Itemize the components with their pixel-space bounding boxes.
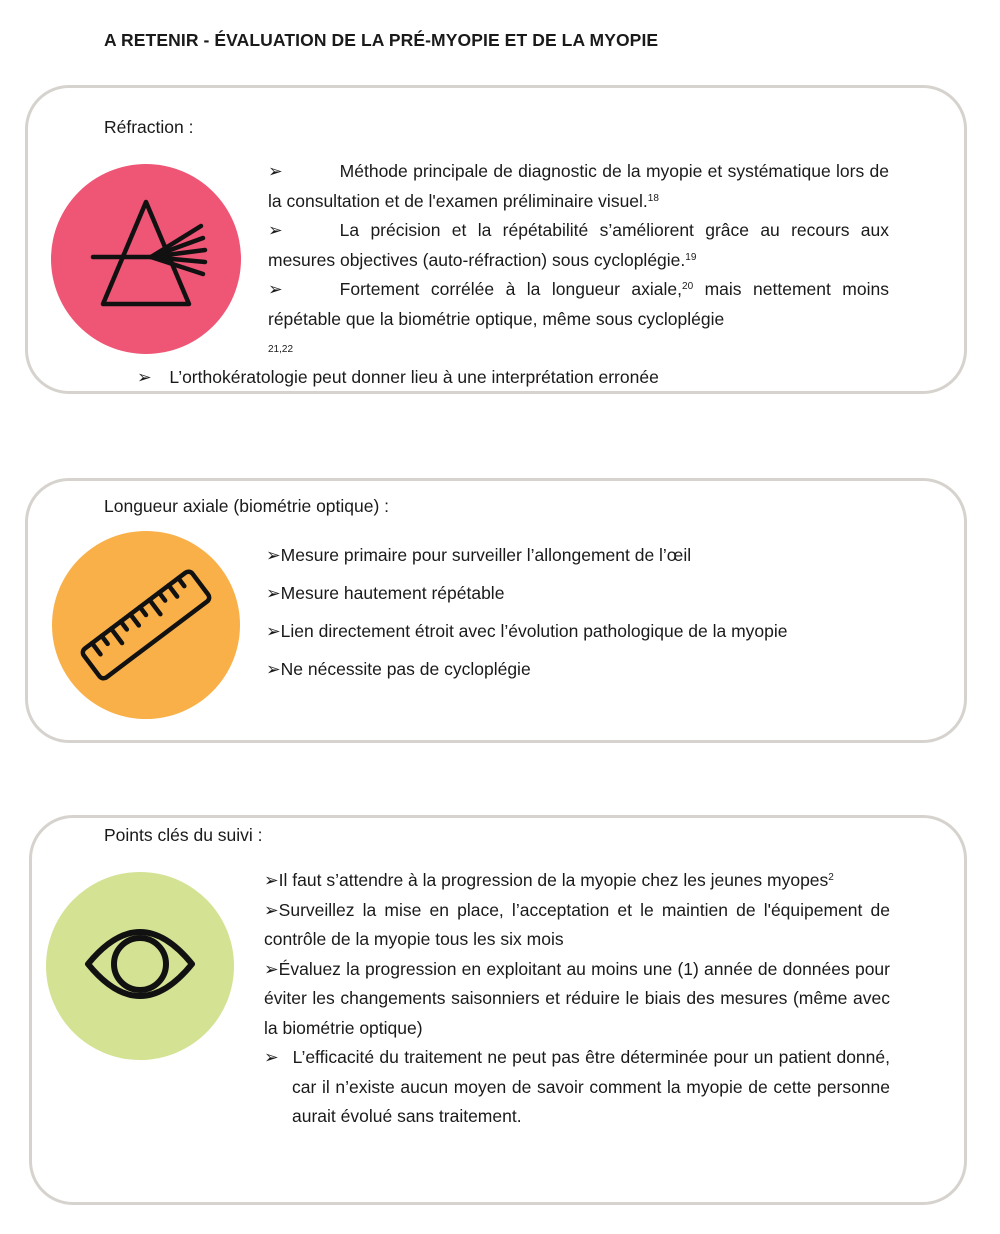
- axial-circle: [52, 531, 240, 719]
- list-item-text: Lien directement étroit avec l’évolution pathologique de la myopie: [280, 621, 788, 641]
- list-item-text: L’efficacité du traitement ne peut pas être déterminée pour un patient donné, car il n’existe aucun moyen de savoir comment la myopie de cette personne aurait évolué sans traitement.: [292, 1047, 890, 1126]
- followup-list: [264, 866, 890, 1132]
- list-item-text: La précision et la répétabilité s’améliorent grâce au recours aux mesures objectives (auto-réfraction) sous cycloplégie.: [268, 220, 889, 270]
- bullet-arrow-icon: ➢: [264, 958, 279, 979]
- bullet-arrow-icon: ➢: [268, 161, 283, 181]
- list-item-text: Il faut s’attendre à la progression de la myopie chez les jeunes myopes: [278, 870, 829, 890]
- list-item: [268, 157, 889, 216]
- list-item-text: Ne nécessite pas de cycloplégie: [280, 659, 531, 679]
- list-item: [266, 536, 926, 574]
- bullet-arrow-icon: ➢: [268, 279, 283, 299]
- list-item-text: Méthode principale de diagnostic de la myopie et systématique lors de la consultation et de l'examen préliminaire visuel.: [268, 161, 889, 211]
- bullet-arrow-icon: ➢: [266, 583, 281, 603]
- list-item-text: Mesure hautement répétable: [280, 583, 505, 603]
- reference-number: 21,22: [268, 344, 294, 355]
- list-item: [264, 955, 890, 1044]
- eye-icon: [46, 872, 234, 1060]
- reference-number: 2: [828, 872, 834, 883]
- refraction-label: Réfraction :: [104, 117, 194, 137]
- refraction-list: [268, 157, 889, 334]
- bullet-arrow-icon: ➢: [268, 220, 283, 240]
- axial-label: Longueur axiale (biométrie optique) :: [104, 496, 390, 516]
- axial-list: [266, 536, 926, 688]
- list-item-text: L’orthokératologie peut donner lieu à une interprétation erronée: [169, 367, 659, 387]
- list-item-text: mais nettement moins répétable que la biométrie optique, même sous cycloplégie: [268, 279, 889, 329]
- reference-number: 18: [647, 192, 659, 204]
- list-item: [268, 275, 889, 334]
- reference-number: 20: [682, 281, 694, 292]
- bullet-arrow-icon: ➢: [264, 870, 279, 890]
- refraction-outside-item: [137, 363, 937, 393]
- bullet-arrow-icon: ➢: [266, 659, 281, 679]
- list-item: [264, 1043, 890, 1132]
- bullet-arrow-icon: ➢: [266, 621, 281, 641]
- list-item-text: Évaluez la progression en exploitant au moins une (1) année de données pour éviter les changements saisonniers et réduire le biais des mesures (même avec la biométrie optique): [264, 958, 890, 1038]
- refraction-circle: [51, 164, 241, 354]
- list-item: [268, 216, 889, 275]
- list-item: [264, 866, 890, 896]
- list-item: [266, 650, 926, 688]
- bullet-arrow-icon: ➢: [264, 1047, 279, 1067]
- list-item-text: Fortement corrélée à la longueur axiale,: [339, 279, 683, 299]
- page-title: A RETENIR - ÉVALUATION DE LA PRÉ-MYOPIE ET DE LA MYOPIE: [104, 30, 659, 50]
- prism-icon: [51, 164, 241, 354]
- bullet-arrow-icon: ➢: [264, 899, 279, 920]
- followup-circle: [46, 872, 234, 1060]
- reference-number: 19: [685, 251, 697, 263]
- list-item-text: Mesure primaire pour surveiller l’allongement de l’œil: [280, 545, 692, 565]
- bullet-arrow-icon: ➢: [266, 545, 281, 565]
- followup-label: Points clés du suivi :: [104, 825, 263, 845]
- ruler-icon: [52, 531, 240, 719]
- list-item-text: Surveillez la mise en place, l’acceptation et le maintien de l'équipement de contrôle de la myopie tous les six mois: [264, 899, 890, 949]
- list-item: [266, 612, 926, 650]
- list-item: [264, 896, 890, 955]
- bullet-arrow-icon: ➢: [137, 367, 152, 387]
- list-item: [266, 574, 926, 612]
